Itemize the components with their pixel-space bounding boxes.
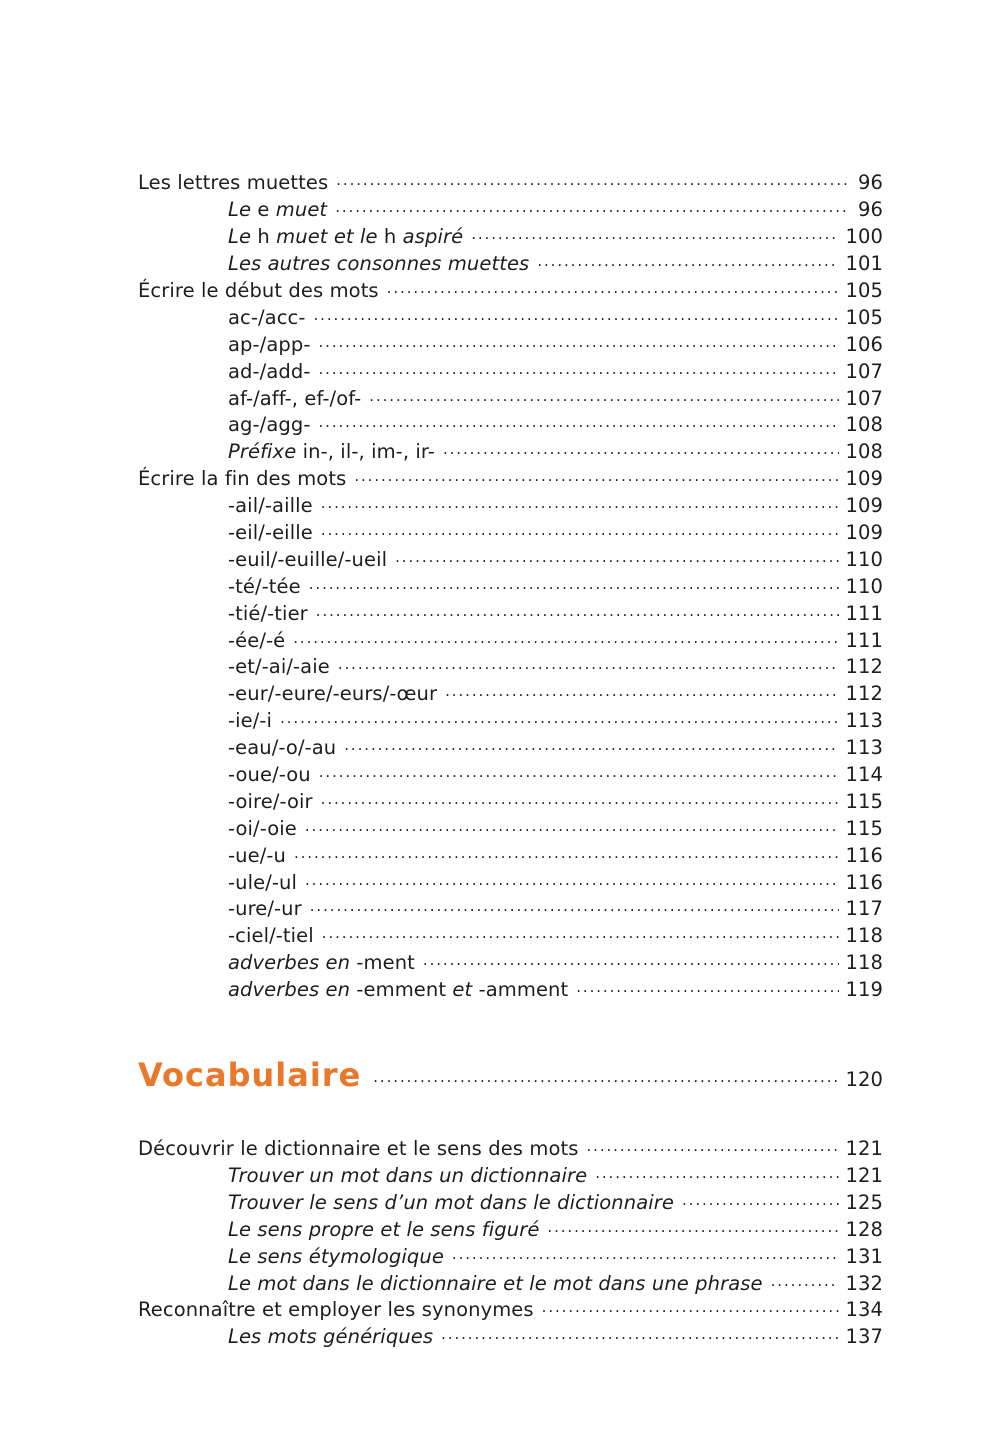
toc-entry-label xyxy=(228,333,318,356)
toc-entry-label xyxy=(228,225,471,248)
toc-entry-label xyxy=(228,1191,682,1214)
toc-entry-label xyxy=(138,1298,542,1321)
toc-entry-label xyxy=(228,521,321,544)
italic-text: Les mots génériques xyxy=(228,1325,434,1349)
dot-leader xyxy=(344,733,839,754)
toc-subentry xyxy=(138,894,883,921)
toc-subentry xyxy=(138,786,883,813)
toc-subentry xyxy=(138,1268,883,1295)
dot-leader xyxy=(294,840,840,861)
toc-entry xyxy=(138,1295,883,1322)
page-number: 110 xyxy=(845,547,883,571)
roman-text: Découvrir le dictionnaire et le sens des mots xyxy=(138,1137,579,1161)
roman-text: -tié/-tier xyxy=(228,601,308,625)
italic-text: Le xyxy=(228,198,258,222)
section-spacer xyxy=(138,1002,883,1056)
toc-subentry xyxy=(138,356,883,383)
page-number: 114 xyxy=(845,763,883,787)
italic-text: aspiré xyxy=(402,225,464,249)
toc-entry-label xyxy=(138,171,336,194)
roman-text: -et/-ai/-aie xyxy=(228,655,330,679)
page-number: 112 xyxy=(845,682,883,706)
roman-text: -emment xyxy=(356,978,453,1002)
dot-leader xyxy=(310,894,840,915)
toc-entry xyxy=(138,276,883,303)
toc-entry-label xyxy=(228,387,369,410)
roman-text: -ule/-ul xyxy=(228,870,297,894)
page-number: 120 xyxy=(845,1067,883,1091)
toc-subentry xyxy=(138,867,883,894)
page-number: 111 xyxy=(845,601,883,625)
toc-entry-label xyxy=(228,548,395,571)
toc-subentry xyxy=(138,302,883,329)
toc-subentry xyxy=(138,491,883,518)
toc-subentry xyxy=(138,410,883,437)
dot-leader xyxy=(318,356,839,377)
italic-text: Préfixe xyxy=(228,440,303,464)
page-number: 101 xyxy=(845,252,883,276)
toc-entry-label xyxy=(228,629,293,652)
dot-leader xyxy=(441,1322,839,1343)
italic-text: adverbes en xyxy=(228,978,357,1002)
roman-text: Les lettres muettes xyxy=(138,171,329,195)
roman-text: h xyxy=(383,225,403,249)
toc-subentry xyxy=(138,249,883,276)
toc-entry-label xyxy=(228,306,314,329)
dot-leader xyxy=(309,571,840,592)
roman-text: in-, il-, im-, ir- xyxy=(302,440,435,464)
page-number: 107 xyxy=(845,359,883,383)
roman-text: -oue/-ou xyxy=(228,763,311,787)
dot-leader xyxy=(335,195,847,216)
italic-text: adverbes en xyxy=(228,951,357,975)
page-number: 117 xyxy=(845,897,883,921)
toc-entry-label xyxy=(228,709,280,732)
section-heading xyxy=(138,1056,883,1116)
toc-entry-label xyxy=(228,817,305,840)
toc-subentry xyxy=(138,840,883,867)
roman-text: -ue/-u xyxy=(228,843,286,867)
toc-entry-label xyxy=(228,360,318,383)
toc-subentry xyxy=(138,706,883,733)
toc-subentry xyxy=(138,948,883,975)
page-number: 132 xyxy=(845,1271,883,1295)
page-number: 105 xyxy=(845,305,883,329)
toc-subentry xyxy=(138,1241,883,1268)
roman-text: -ail/-aille xyxy=(228,494,313,518)
dot-leader xyxy=(369,383,839,404)
toc-entry-label xyxy=(228,897,310,920)
dot-leader xyxy=(316,598,840,619)
toc-subentry xyxy=(138,329,883,356)
page-number: 116 xyxy=(845,870,883,894)
toc-entry-label xyxy=(228,494,321,517)
dot-leader xyxy=(682,1187,839,1208)
dot-leader xyxy=(293,625,839,646)
toc-subentry xyxy=(138,921,883,948)
toc-subentry xyxy=(138,625,883,652)
italic-text: Le mot dans le dictionnaire et le mot dans une phrase xyxy=(228,1271,763,1295)
dot-leader xyxy=(537,249,839,270)
dot-leader xyxy=(318,410,839,431)
toc-entry-label xyxy=(228,844,294,867)
dot-leader xyxy=(321,518,840,539)
page-number: 128 xyxy=(845,1217,883,1241)
dot-leader xyxy=(314,302,840,323)
toc-entry xyxy=(138,168,883,195)
roman-text: ac-/acc- xyxy=(228,305,306,329)
toc-entry-label xyxy=(228,871,305,894)
roman-text: e xyxy=(257,198,276,222)
toc-entry-label xyxy=(138,279,387,302)
page-number: 108 xyxy=(845,440,883,464)
page-number: 115 xyxy=(845,789,883,813)
toc-subentry xyxy=(138,437,883,464)
dot-leader xyxy=(452,1241,840,1262)
roman-text: -ment xyxy=(356,951,415,975)
page-number: 116 xyxy=(845,843,883,867)
dot-leader xyxy=(305,813,840,834)
page-number: 108 xyxy=(845,413,883,437)
toc-subentry xyxy=(138,1161,883,1188)
roman-text: -oire/-oir xyxy=(228,789,313,813)
dot-leader xyxy=(321,786,840,807)
toc-entry-label xyxy=(228,951,423,974)
toc-entry-label xyxy=(228,978,576,1001)
dot-leader xyxy=(542,1295,840,1316)
toc-entry-label xyxy=(228,1325,441,1348)
toc-subentry xyxy=(138,760,883,787)
toc-subentry xyxy=(138,1214,883,1241)
dot-leader xyxy=(445,679,839,700)
page-number: 106 xyxy=(845,332,883,356)
page-number: 109 xyxy=(845,521,883,545)
toc-subentry xyxy=(138,975,883,1002)
page-number: 134 xyxy=(845,1298,883,1322)
toc-entry xyxy=(138,464,883,491)
toc-entry-label xyxy=(228,413,318,436)
page-number: 118 xyxy=(845,924,883,948)
page-number: 113 xyxy=(845,736,883,760)
toc-subentry xyxy=(138,571,883,598)
roman-text: -eau/-o/-au xyxy=(228,736,337,760)
page-number: 115 xyxy=(845,816,883,840)
toc-entry-label xyxy=(228,1245,452,1268)
page-number: 121 xyxy=(845,1137,883,1161)
italic-text: Le sens propre et le sens figuré xyxy=(228,1217,540,1241)
dot-leader xyxy=(318,329,839,350)
toc-entry-label xyxy=(228,924,322,947)
dot-leader xyxy=(354,464,839,485)
dot-leader xyxy=(336,168,847,189)
dot-leader xyxy=(280,706,839,727)
roman-text: -eil/-eille xyxy=(228,521,313,545)
dot-leader xyxy=(395,544,839,565)
roman-text: ag-/agg- xyxy=(228,413,311,437)
roman-text: Reconnaître et employer les synonymes xyxy=(138,1298,534,1322)
toc-entry-label xyxy=(228,1218,547,1241)
roman-text: -ure/-ur xyxy=(228,897,302,921)
page-number: 119 xyxy=(845,978,883,1002)
toc-entry xyxy=(138,1134,883,1161)
dot-leader xyxy=(587,1134,840,1155)
roman-text: -ciel/-tiel xyxy=(228,924,314,948)
toc-subentry xyxy=(138,383,883,410)
italic-text: muet xyxy=(275,198,328,222)
dot-leader xyxy=(387,276,840,297)
toc-subentry xyxy=(138,652,883,679)
toc-entry-label xyxy=(228,790,321,813)
dot-leader xyxy=(338,652,840,673)
page-number: 100 xyxy=(845,225,883,249)
dot-leader xyxy=(443,437,840,458)
toc-subentry xyxy=(138,598,883,625)
italic-text: muet et le xyxy=(276,225,384,249)
toc-entry-label xyxy=(228,602,316,625)
dot-leader xyxy=(595,1161,839,1182)
roman-text: -té/-tée xyxy=(228,574,301,598)
toc-entry-label xyxy=(228,655,338,678)
dot-leader xyxy=(471,222,839,243)
page-number: 113 xyxy=(845,709,883,733)
toc-subentry xyxy=(138,1322,883,1349)
toc-entry-label xyxy=(228,440,443,463)
roman-text: -oi/-oie xyxy=(228,816,297,840)
page-number: 131 xyxy=(845,1244,883,1268)
toc-subentry xyxy=(138,518,883,545)
dot-leader xyxy=(771,1268,840,1289)
page-number: 118 xyxy=(845,951,883,975)
page-number: 107 xyxy=(845,386,883,410)
toc-entry-label xyxy=(138,467,354,490)
dot-leader xyxy=(319,760,840,781)
page-number: 112 xyxy=(845,655,883,679)
toc-entry-label xyxy=(228,736,344,759)
page-number: 109 xyxy=(845,494,883,518)
dot-leader xyxy=(305,867,839,888)
toc-entry-label xyxy=(228,1164,595,1187)
roman-text: -amment xyxy=(478,978,569,1002)
page-number: 109 xyxy=(845,467,883,491)
dot-leader xyxy=(423,948,840,969)
roman-text: -euil/-euille/-ueil xyxy=(228,547,388,571)
dot-leader xyxy=(321,491,840,512)
toc-entry-label xyxy=(228,763,319,786)
page-number: 96 xyxy=(857,171,883,195)
toc-entry-label xyxy=(228,682,445,705)
page-number: 96 xyxy=(857,198,883,222)
toc-subentry xyxy=(138,222,883,249)
dot-leader xyxy=(576,975,839,996)
roman-text: -eur/-eure/-eurs/-œur xyxy=(228,682,438,706)
dot-leader xyxy=(322,921,840,942)
roman-text: -ée/-é xyxy=(228,628,286,652)
roman-text: af-/aff-, ef-/of- xyxy=(228,386,362,410)
table-of-contents xyxy=(138,168,883,1349)
italic-text: Trouver le sens d’un mot dans le dictionnaire xyxy=(228,1190,674,1214)
toc-subentry xyxy=(138,544,883,571)
toc-subentry xyxy=(138,1187,883,1214)
italic-text: Le sens étymologique xyxy=(228,1244,444,1268)
toc-subentry xyxy=(138,813,883,840)
toc-subentry xyxy=(138,679,883,706)
italic-text: Trouver un mot dans un dictionnaire xyxy=(228,1163,588,1187)
toc-entry-label xyxy=(228,1272,771,1295)
roman-text: Écrire le début des mots xyxy=(138,279,379,302)
page-number: 121 xyxy=(845,1163,883,1187)
page-number: 137 xyxy=(845,1325,883,1349)
roman-text: Écrire la fin des mots xyxy=(138,467,347,491)
dot-leader xyxy=(373,1064,839,1085)
page-number: 110 xyxy=(845,574,883,598)
italic-text: Les autres consonnes muettes xyxy=(228,252,530,276)
toc-entry-label xyxy=(138,1137,587,1160)
italic-text: Le xyxy=(228,225,258,249)
page-number: 125 xyxy=(845,1190,883,1214)
roman-text: ap-/app- xyxy=(228,332,311,356)
section-title: Vocabulaire xyxy=(138,1055,362,1094)
toc-subentry xyxy=(138,195,883,222)
roman-text: h xyxy=(257,225,277,249)
page-number: 105 xyxy=(845,279,883,302)
toc-entry-label xyxy=(228,198,335,221)
toc-subentry xyxy=(138,733,883,760)
dot-leader xyxy=(547,1214,839,1235)
roman-text: ad-/add- xyxy=(228,359,311,383)
italic-text: et xyxy=(452,978,479,1002)
page-number: 111 xyxy=(845,628,883,652)
toc-entry-label xyxy=(228,575,309,598)
roman-text: -ie/-i xyxy=(228,709,273,733)
toc-entry-label xyxy=(228,252,537,275)
